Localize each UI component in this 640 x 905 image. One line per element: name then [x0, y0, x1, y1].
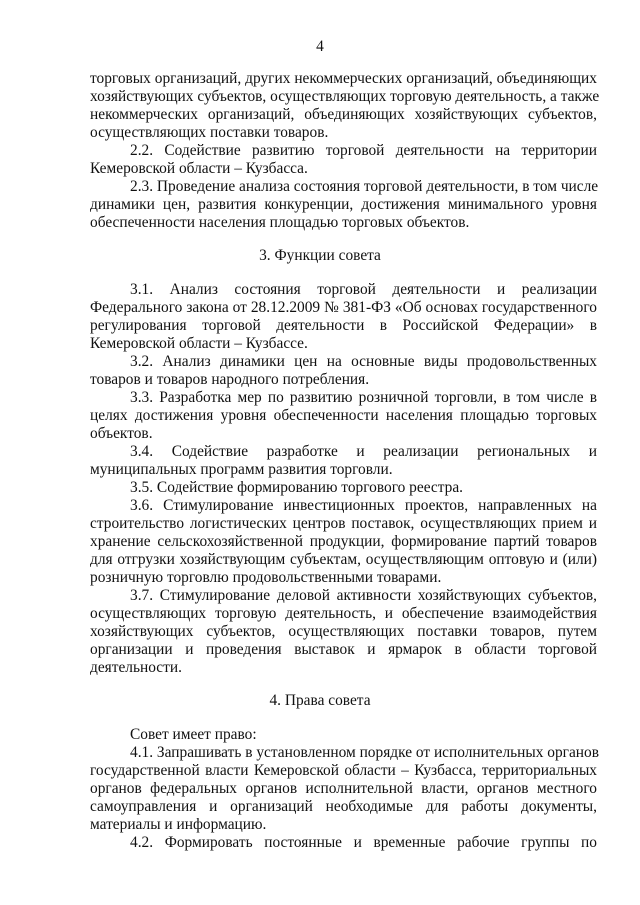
text-line: некоммерческих организаций, объединяющих хозяйствующих субъектов,: [90, 106, 597, 123]
text-line: объектов.: [90, 425, 153, 442]
text-line: целях достижения уровня обеспеченности населения площадью торговых: [90, 407, 597, 424]
section-heading: 4. Права совета: [269, 692, 371, 709]
text-line: 3.1. Анализ состояния торговой деятельности и реализации: [130, 281, 597, 298]
text-line: материалы и информацию.: [90, 816, 267, 833]
text-line: Кемеровской области – Кузбасса.: [90, 160, 308, 177]
text-line: 3.3. Разработка мер по развитию розничной торговли, в том числе в: [130, 389, 597, 406]
text-line: 3.7. Стимулирование деловой активности хозяйствующих субъектов,: [130, 587, 597, 604]
text-line: Кемеровской области – Кузбассе.: [90, 335, 308, 352]
text-line: 3.5. Содействие формированию торгового реестра.: [130, 479, 464, 496]
text-line: самоуправления и организаций необходимые для работы документы,: [90, 798, 597, 815]
text-line: хранение сельскохозяйственной продукции, формирование партий товаров: [90, 533, 597, 550]
text-line: строительство логистических центров поставок, осуществляющих прием и: [90, 515, 597, 532]
text-line: розничную торговлю продовольственными товарами.: [90, 569, 442, 586]
text-line: хозяйствующих субъектов, осуществляющих торговую деятельность, а также: [90, 88, 600, 105]
text-line: регулирования торговой деятельности в Российской Федерации» в: [90, 317, 597, 334]
section-heading: 3. Функции совета: [259, 247, 381, 264]
text-line: организации и проведения выставок и ярмарок в области торговой: [90, 641, 597, 658]
text-line: динамики цен, развития конкуренции, достижения минимального уровня: [90, 196, 597, 213]
text-line: хозяйствующих субъектов, осуществляющих поставки товаров, путем: [90, 623, 597, 640]
page-number: 4: [316, 38, 324, 55]
text-line: органов федеральных органов исполнительной власти, органов местного: [90, 780, 597, 797]
text-line: товаров и товаров народного потребления.: [90, 371, 370, 388]
text-line: Совет имеет право:: [130, 726, 257, 743]
text-line: для отгрузки хозяйствующим субъектам, осуществляющим оптовую и (или): [90, 551, 597, 568]
text-line: 3.4. Содействие разработке и реализации региональных и: [130, 443, 597, 460]
text-line: обеспеченности населения площадью торговых объектов.: [90, 214, 470, 231]
text-line: 2.3. Проведение анализа состояния торговой деятельности, в том числе: [130, 178, 599, 195]
text-line: 4.1. Запрашивать в установленном порядке от исполнительных органов: [130, 744, 599, 761]
text-line: 2.2. Содействие развитию торговой деятельности на территории: [130, 142, 597, 159]
text-line: торговых организаций, других некоммерческих организаций, объединяющих: [90, 70, 597, 87]
text-line: осуществляющих торговую деятельность, и обеспечение взаимодействия: [90, 605, 597, 622]
text-line: Федерального закона от 28.12.2009 № 381-ФЗ «Об основах государственного: [90, 299, 597, 316]
text-line: 3.2. Анализ динамики цен на основные виды продовольственных: [130, 353, 597, 370]
text-line: государственной власти Кемеровской области – Кузбасса, территориальных: [90, 762, 597, 779]
text-line: 3.6. Стимулирование инвестиционных проектов, направленных на: [130, 497, 597, 514]
text-line: муниципальных программ развития торговли.: [90, 461, 393, 478]
text-line: 4.2. Формировать постоянные и временные рабочие группы по: [130, 834, 597, 851]
text-line: деятельности.: [90, 659, 182, 676]
text-line: осуществляющих поставки товаров.: [90, 124, 329, 141]
